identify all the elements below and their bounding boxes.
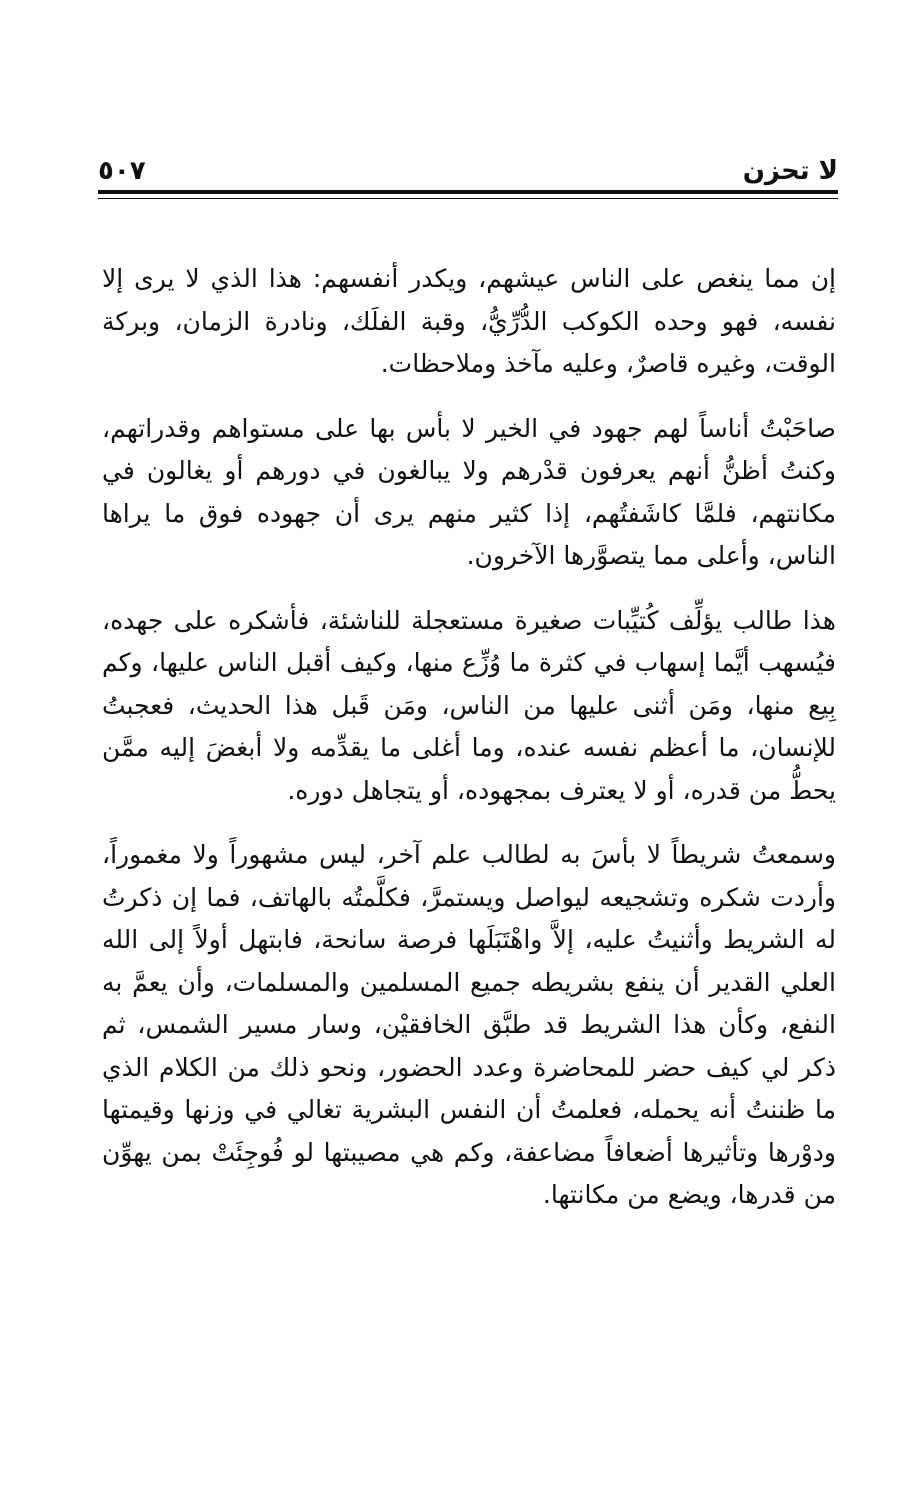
header-rule-thin [98,198,838,199]
body-text [102,258,836,1239]
header-rule-thick [98,190,838,194]
paragraph-3: هذا طالب يؤلِّف كُتيِّبات صغيرة مستعجلة للناشئة، فأشكره على جهده، فيُسهب أيَّما إسهاب في كثرة ما وُزِّع منها، وكيف أقبل الناس عليها، وكم بِيع منها، ومَن أثنى عليها من الناس، ومَن قَبل هذا الحديث، فعجبتُ للإنسان، ما أعظم نفسه عنده، وما أغلى ما يقدِّمه ولا أبغضَ إليه ممَّن يحطُّ من قدره، أو لا يعترف بمجهوده، أو يتجاهل دوره. [102,605,836,805]
running-title: لا تحزن [742,156,838,186]
paragraph-4: وسمعتُ شريطاً لا بأسَ به لطالب علم آخر، ليس مشهوراً ولا مغموراً، وأردت شكره وتشجيعه ليواصل ويستمرَّ، فكلَّمتُه بالهاتف، فما إن ذكرتُ له الشريط وأثنيتُ عليه، إلاَّ واهْتَبَلَها فرصة سانحة، فابتهل أولاً إلى الله العلي القدير أن ينفع بشريطه جميع المسلمين والمسلمات، وأن يعمَّ به النفع، وكأن هذا الشريط قد طبَّق الخافقيْن، وسار مسير الشمس، ثم ذكر لي كيف حضر للمحاضرة وعدد الحضور، ونحو ذلك من الكلام الذي ما ظننتُ أنه يحمله، فعلمتُ أن النفس البشرية تغالي في وزنها وقيمتها ودوْرها وتأثيرها أضعافاً مضاعفة، وكم هي مصيبتها لو فُوجِئَتْ بمن يهوِّن من قدرها، ويضع من مكانتها. [102,840,836,1209]
page-number: ٥٠٧ [98,156,146,186]
page-header [98,150,838,194]
paragraph-1: إن مما ينغص على الناس عيشهم، ويكدر أنفسهم: هذا الذي لا يرى إلا نفسه، فهو وحده الكوكب الدُّرِّيُّ، وقبة الفلَك، ونادرة الزمان، وبركة الوقت، وغيره قاصرٌ، وعليه مآخذ وملاحظات. [102,264,836,378]
paragraph-2: صاحَبْتُ أناساً لهم جهود في الخير لا بأس بها على مستواهم وقدراتهم، وكنتُ أظنُّ أنهم يعرفون قدْرهم ولا يبالغون في دورهم أو يغالون في مكانتهم، فلمَّا كاشَفتُهم، إذا كثير منهم يرى أن جهوده فوق ما يراها الناس، وأعلى مما يتصوَّرها الآخرون. [102,413,836,570]
